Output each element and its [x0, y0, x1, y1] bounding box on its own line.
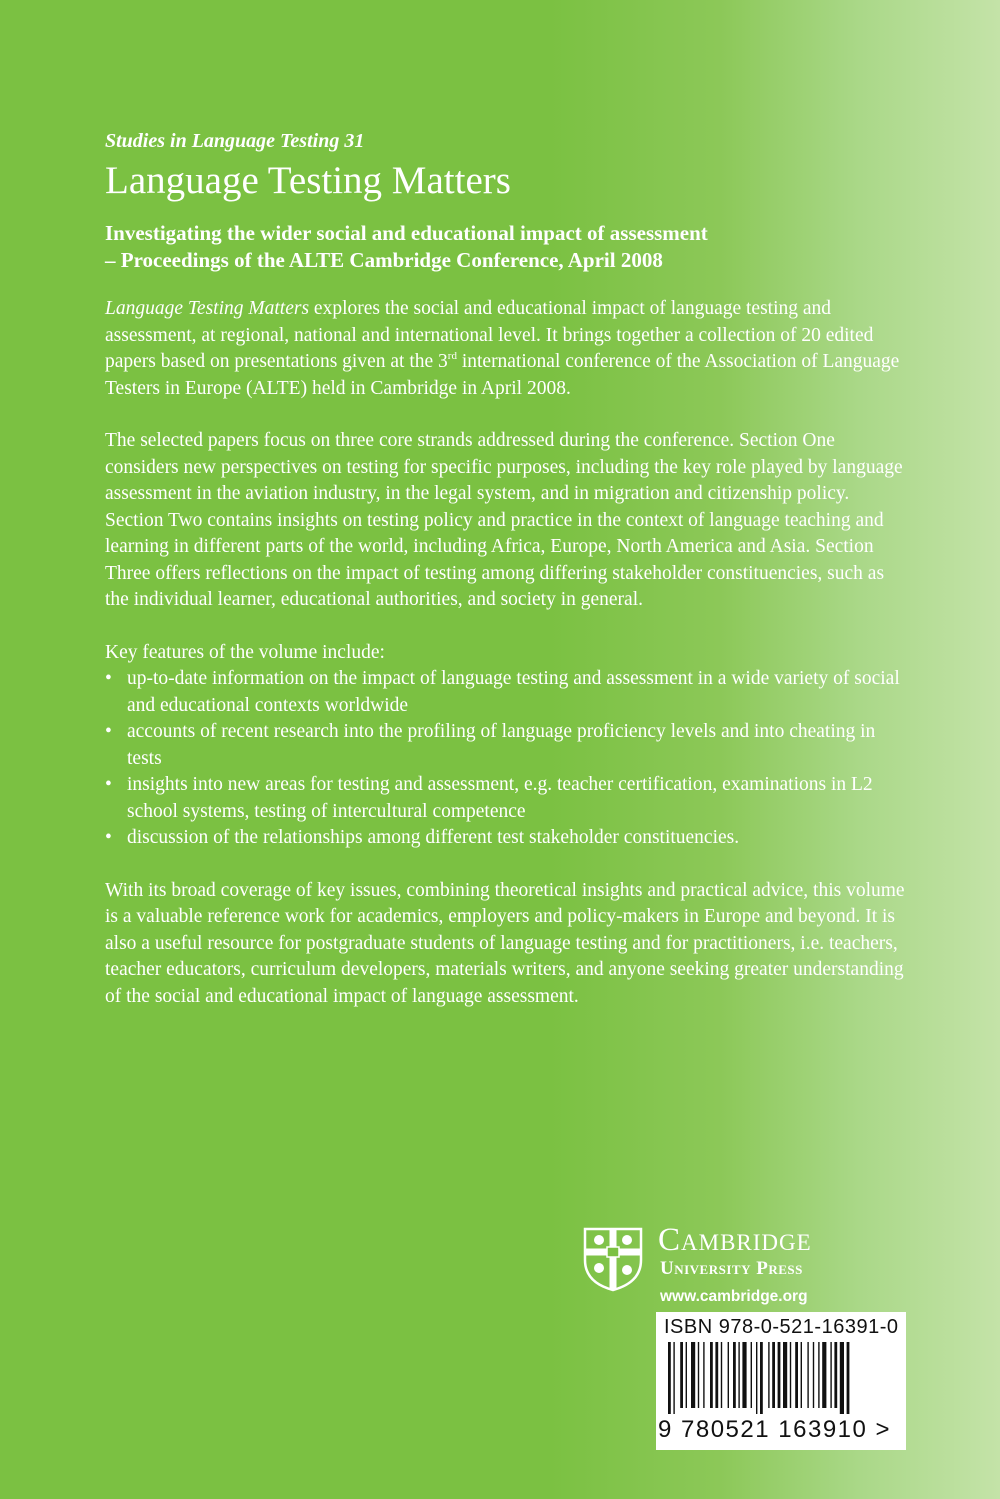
publisher-subtitle: University Press: [660, 1258, 803, 1279]
barcode-bar: [686, 1342, 687, 1408]
barcode-bar: [760, 1342, 763, 1414]
barcode-bar: [783, 1342, 787, 1408]
barcode-panel: [656, 1312, 906, 1450]
barcode-bar: [840, 1342, 844, 1414]
book-title: Language Testing Matters: [105, 159, 511, 202]
list-item: • up-to-date information on the impact of language testing and assessment in a wide variety of social and educational contexts worldwide: [105, 668, 900, 716]
barcode-bar: [668, 1342, 671, 1414]
barcode-bar: [778, 1342, 781, 1408]
barcode-digits: 9 780521 163910 >: [658, 1416, 892, 1443]
barcode-bar: [715, 1342, 718, 1408]
key-features: [105, 640, 905, 852]
barcode-bar: [834, 1342, 837, 1408]
barcode-bar: [772, 1342, 775, 1408]
barcode-bar: [807, 1342, 808, 1408]
bullet-icon: •: [105, 668, 112, 689]
features-intro: Key features of the volume include:: [105, 641, 385, 663]
description-paragraph-1: [105, 296, 905, 402]
barcode-bar: [751, 1342, 752, 1408]
barcode-bar: [795, 1342, 798, 1408]
barcode-bar: [703, 1342, 704, 1408]
back-cover-text: [105, 128, 905, 1010]
barcode-bar: [728, 1342, 729, 1408]
list-item: • accounts of recent research into the profiling of language proficiency levels and into cheating in tests: [105, 721, 876, 769]
publisher-url: www.cambridge.org: [660, 1288, 808, 1305]
barcode-bar: [738, 1342, 739, 1408]
barcode-bar: [742, 1342, 746, 1408]
barcode-bar: [733, 1342, 736, 1408]
barcode-bar: [680, 1342, 683, 1408]
barcode-bar: [756, 1342, 757, 1414]
subtitle-line-2: – Proceedings of the ALTE Cambridge Conference, April 2008: [105, 248, 663, 272]
barcode-bar: [801, 1342, 802, 1408]
barcode-bar: [790, 1342, 791, 1408]
list-item: • discussion of the relationships among different test stakeholder constituencies.: [105, 825, 905, 852]
barcode-bar: [698, 1342, 699, 1408]
barcode-bar: [710, 1342, 713, 1408]
description-paragraph-2: The selected papers focus on three core strands addressed during the conference. Section One considers new perspectives on testing for specific purposes, including the key role played by language assessment in the aviation industry, in the legal system, and in migration and citizenship policy. Section Two contains insights on testing policy and practice in the context of language teaching and learning in different parts of the world, including Africa, Europe, North America and Asia. Section Three offers reflections on the impact of testing among differing stakeholder constituencies, such as the individual learner, educational authorities, and society in general.: [105, 430, 903, 610]
barcode-bar: [673, 1342, 674, 1414]
list-item: • insights into new areas for testing and assessment, e.g. teacher certification, examinations in L2 school systems, testing of intercultural competence: [105, 774, 873, 822]
features-list: [105, 666, 905, 852]
barcode-bar: [830, 1342, 831, 1408]
barcode-icon: [666, 1342, 896, 1414]
bullet-icon: •: [105, 721, 112, 742]
bullet-icon: •: [105, 774, 112, 795]
paragraph-1-text-a: explores the social and educational impact of language testing and assessment, at regional, national and international level. It brings together a collection of 20 edited papers based on presentations given at the 3: [105, 298, 874, 372]
barcode-bar: [847, 1342, 850, 1414]
isbn-label: ISBN 978-0-521-16391-0: [664, 1316, 899, 1338]
subtitle-line-1: Investigating the wider social and educational impact of assessment: [105, 221, 708, 245]
barcode-bar: [768, 1342, 769, 1408]
crest-icon: [582, 1226, 644, 1292]
paragraph-1-text-b: international conference of the Association of Language Testers in Europe (ALTE) held in Cambridge in April 2008.: [105, 351, 900, 399]
barcode-bar: [813, 1342, 814, 1408]
description-paragraph-4: With its broad coverage of key issues, combining theoretical insights and practical advice, this volume is a valuable reference work for academics, employers and policy-makers in Europe and beyond. It is also a useful resource for postgraduate students of language testing and for practitioners, i.e. teachers, teacher educators, curriculum developers, materials writers, and anyone seeking greater understanding of the social and educational impact of language assessment.: [105, 879, 905, 1007]
barcode-bar: [822, 1342, 826, 1408]
ordinal-superscript: rd: [447, 350, 457, 362]
publisher-logo: [582, 1222, 912, 1294]
barcode-bar: [818, 1342, 819, 1408]
publisher-name: Cambridge: [658, 1222, 812, 1258]
inline-book-title: Language Testing Matters: [105, 298, 310, 319]
book-subtitle: [105, 220, 905, 274]
barcode-bar: [691, 1342, 695, 1408]
bullet-icon: •: [105, 827, 112, 848]
barcode-bar: [721, 1342, 722, 1408]
series-title: Studies in Language Testing 31: [105, 130, 365, 152]
